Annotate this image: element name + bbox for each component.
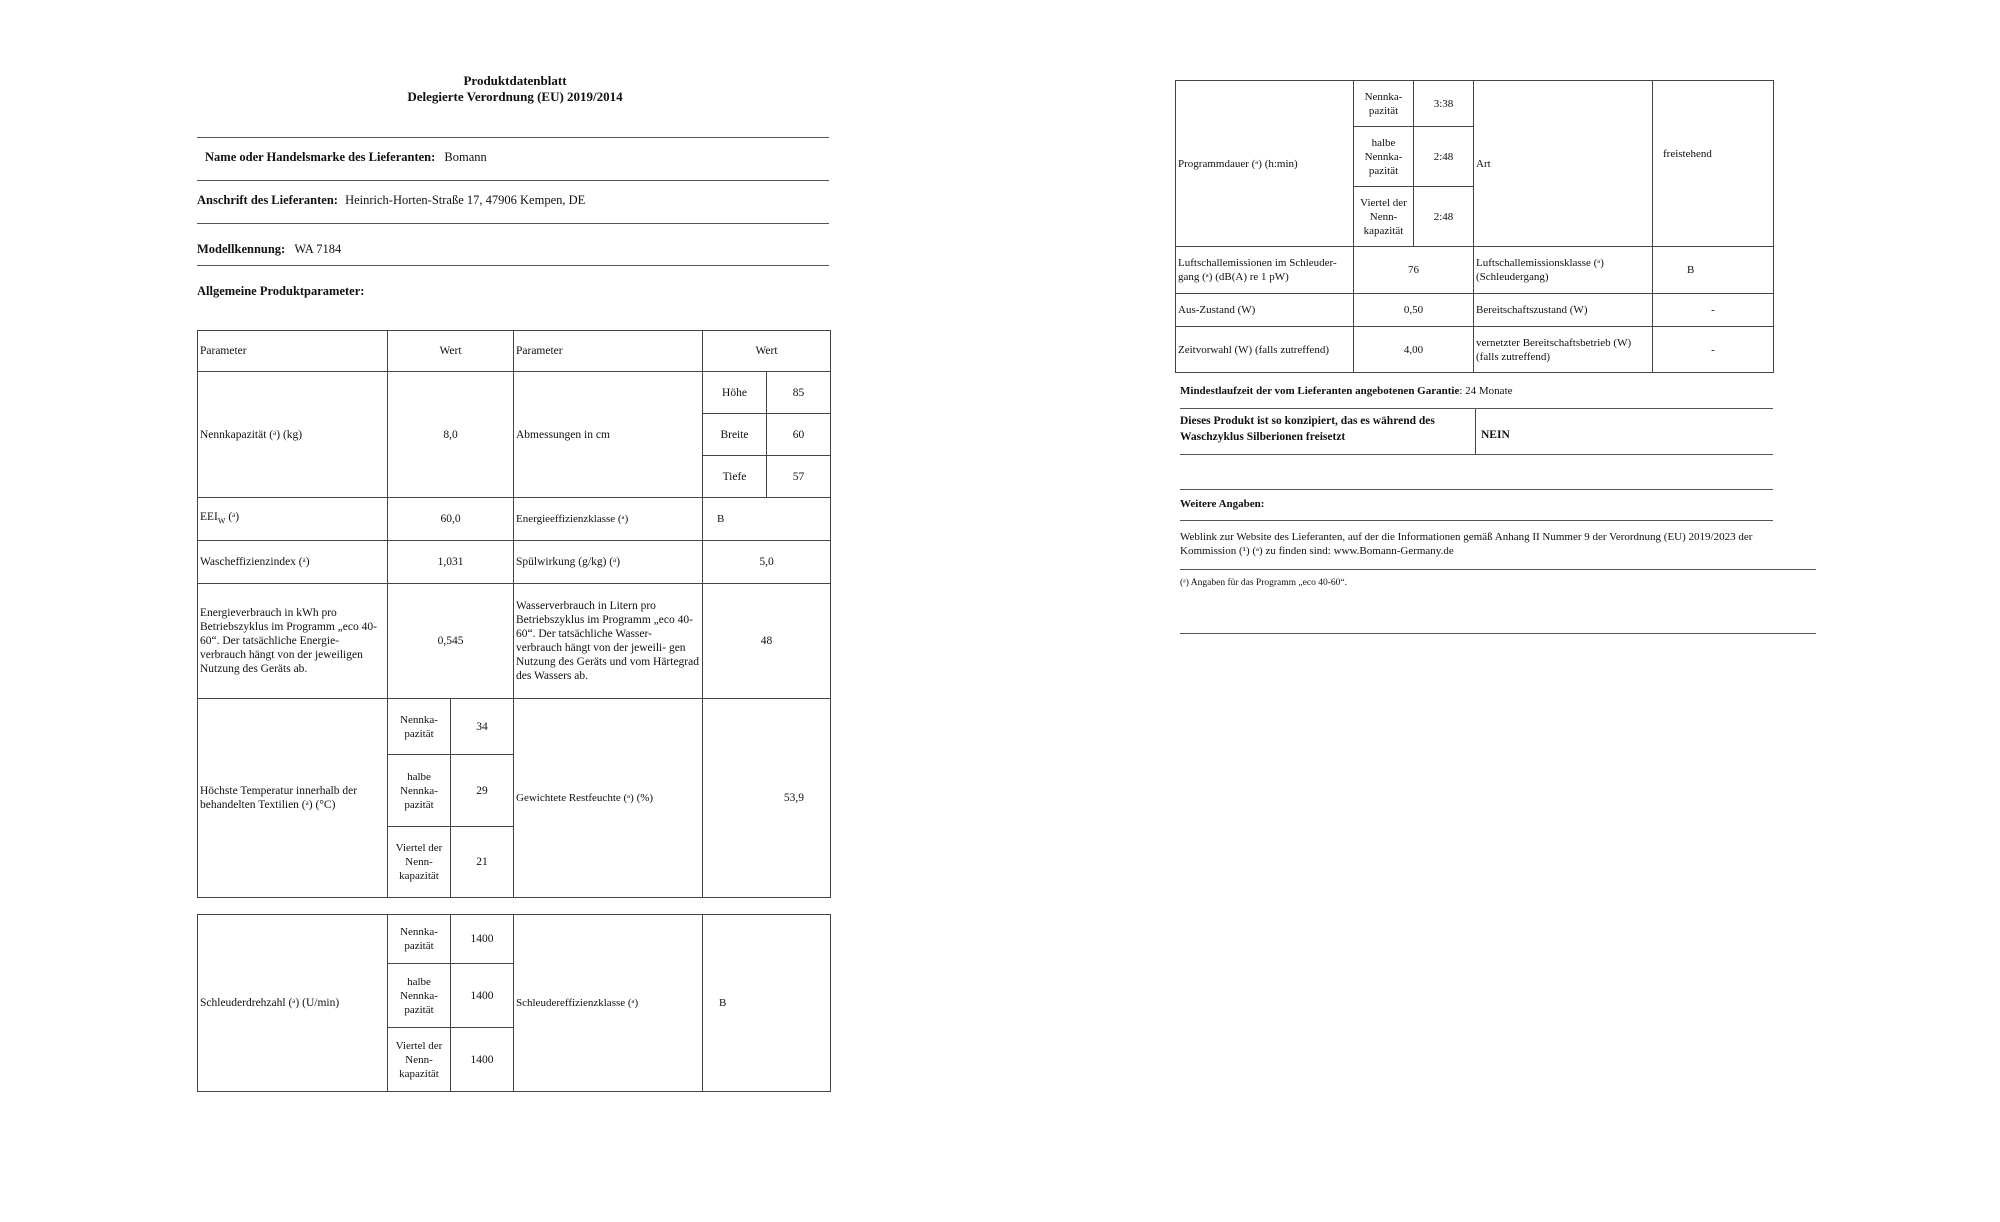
- breite-value: 60: [767, 414, 831, 456]
- restfeuchte-value: 53,9: [703, 699, 831, 898]
- eei-value: 60,0: [388, 498, 514, 541]
- table-row: [198, 915, 831, 964]
- temperatur-nenn-label: Nennka- pazität: [388, 699, 451, 755]
- weblink-text: Weblink zur Website des Lieferanten, auf der die Informationen gemäß Anhang II Nummer 9 der Verordnung (EU) 2019/2023 der Kommission (¹) (ᵃ) zu finden sind: www.Bomann-Germany.de: [1180, 531, 1753, 557]
- supplier-name-label: Name oder Handelsmarke des Lieferanten:: [205, 150, 436, 164]
- wascheffizienzindex-value: 1,031: [388, 541, 514, 584]
- bereitschaft-value: -: [1653, 294, 1774, 327]
- divider: [1180, 633, 1816, 634]
- nennkapazitaet-label: Nennkapazität (ᵃ) (kg): [198, 372, 388, 498]
- schleuder-halb-value: 1400: [451, 964, 514, 1028]
- art-value: freistehend: [1653, 81, 1774, 247]
- eei-label-text: EEI: [200, 510, 218, 523]
- silberionen-value: NEIN: [1481, 429, 1510, 441]
- header-parameter: Parameter: [198, 331, 388, 372]
- breite-label: Breite: [703, 414, 767, 456]
- wasserverbrauch-value: 48: [703, 584, 831, 699]
- programm-halb-label: halbe Nennka- pazität: [1354, 127, 1414, 187]
- luftschall-value: 76: [1354, 247, 1474, 294]
- temperatur-halb-value: 29: [451, 755, 514, 827]
- programmdauer-label: Programmdauer (ᵃ) (h:min): [1176, 81, 1354, 247]
- divider: [197, 265, 829, 266]
- divider: [197, 223, 829, 224]
- energieverbrauch-label: Energieverbrauch in kWh pro Betriebszyklus im Programm „eco 40-60“. Der tatsächliche Energie- verbrauch hängt von der jeweiligen Nutzung des Geräts ab.: [198, 584, 388, 699]
- footnote: (ᵃ) Angaben für das Programm „eco 40-60“.: [1180, 578, 1347, 588]
- divider: [197, 137, 829, 138]
- temperatur-label: Höchste Temperatur innerhalb der behandelten Textilien (ᵃ) (°C): [198, 699, 388, 898]
- luftschallklasse-value: B: [1653, 247, 1774, 294]
- supplier-name-value: Bomann: [444, 150, 487, 164]
- supplier-address-value: Heinrich-Horten-Straße 17, 47906 Kempen, DE: [345, 193, 586, 207]
- zeitvorwahl-value: 4,00: [1354, 327, 1474, 373]
- zeitvorwahl-label: Zeitvorwahl (W) (falls zutreffend): [1176, 327, 1354, 373]
- table-row: [1176, 294, 1774, 327]
- temperatur-viertel-value: 21: [451, 827, 514, 898]
- subtitle-line: Delegierte Verordnung (EU) 2019/2014: [407, 89, 623, 104]
- programm-nenn-label: Nennka- pazität: [1354, 81, 1414, 127]
- table-row: [198, 541, 831, 584]
- programm-halb-value: 2:48: [1414, 127, 1474, 187]
- schleuder-nenn-label: Nennka- pazität: [388, 915, 451, 964]
- table-row: [198, 584, 831, 699]
- temperatur-halb-label: halbe Nennka- pazität: [388, 755, 451, 827]
- general-params-heading: [197, 284, 364, 299]
- divider: [1475, 409, 1476, 454]
- spuelwirkung-label: Spülwirkung (g/kg) (ᵃ): [514, 541, 703, 584]
- schleuderdrehzahl-label: Schleuderdrehzahl (ᵃ) (U/min): [198, 915, 388, 1092]
- schleudereffizienzklasse-label: Schleudereffizienzklasse (ᵃ): [514, 915, 703, 1092]
- divider: [1180, 408, 1773, 409]
- energieverbrauch-value: 0,545: [388, 584, 514, 699]
- supplier-name-row: [205, 150, 487, 165]
- table-row: [198, 699, 831, 755]
- restfeuchte-label: Gewichtete Restfeuchte (ᵃ) (%): [514, 699, 703, 898]
- garantie-row: [1180, 384, 1513, 398]
- table-row: [1176, 81, 1774, 127]
- spuelwirkung-value: 5,0: [703, 541, 831, 584]
- page-title: [350, 73, 680, 105]
- hoehe-label: Höhe: [703, 372, 767, 414]
- spin-speed-table: [197, 914, 831, 1092]
- bereitschaft-label: Bereitschaftszustand (W): [1474, 294, 1653, 327]
- vernetzt-label: vernetzter Bereitschaftsbetrieb (W) (falls zutreffend): [1474, 327, 1653, 373]
- schleuder-viertel-value: 1400: [451, 1028, 514, 1092]
- aus-zustand-label: Aus-Zustand (W): [1176, 294, 1354, 327]
- title-line: Produktdatenblatt: [463, 73, 567, 88]
- luftschallklasse-label: Luftschallemissionsklasse (ᵃ) (Schleudergang): [1474, 247, 1653, 294]
- eei-label-suffix: (ᵃ): [225, 510, 240, 523]
- energieeffizienzklasse-value: B: [703, 498, 831, 541]
- vernetzt-value: -: [1653, 327, 1774, 373]
- art-label: Art: [1474, 81, 1653, 247]
- product-parameters-table: [197, 330, 831, 898]
- supplier-address-row: [197, 193, 585, 208]
- tiefe-label: Tiefe: [703, 456, 767, 498]
- table-row: [198, 372, 831, 414]
- schleuder-nenn-value: 1400: [451, 915, 514, 964]
- table-row: [1176, 247, 1774, 294]
- program-data-table: [1175, 80, 1774, 373]
- tiefe-value: 57: [767, 456, 831, 498]
- table-row: [198, 498, 831, 541]
- divider: [1180, 454, 1773, 455]
- divider: [197, 180, 829, 181]
- silberionen-label: Dieses Produkt ist so konzipiert, das es während des Waschzyklus Silberionen freisetzt: [1180, 415, 1435, 443]
- wascheffizienzindex-label: Wascheffizienzindex (ᵃ): [198, 541, 388, 584]
- eei-subscript: W: [217, 516, 226, 526]
- divider: [1180, 569, 1816, 570]
- energieeffizienzklasse-label: Energieeffizienzklasse (ᵃ): [514, 498, 703, 541]
- table-row: [198, 331, 831, 372]
- abmessungen-label: Abmessungen in cm: [514, 372, 703, 498]
- eei-label: [198, 498, 388, 541]
- header-wert-2: Wert: [703, 331, 831, 372]
- hoehe-value: 85: [767, 372, 831, 414]
- weitere-angaben-label: Weitere Angaben:: [1180, 498, 1265, 510]
- programm-nenn-value: 3:38: [1414, 81, 1474, 127]
- garantie-value: : 24 Monate: [1459, 385, 1513, 397]
- model-value: WA 7184: [294, 242, 342, 256]
- header-wert: Wert: [388, 331, 514, 372]
- divider: [1180, 489, 1773, 490]
- table-row: [1176, 327, 1774, 373]
- nennkapazitaet-value: 8,0: [388, 372, 514, 498]
- model-label: Modellkennung:: [197, 242, 286, 256]
- programm-viertel-label: Viertel der Nenn- kapazität: [1354, 187, 1414, 247]
- garantie-label: Mindestlaufzeit der vom Lieferanten angebotenen Garantie: [1180, 385, 1460, 397]
- divider: [1180, 520, 1773, 521]
- programm-viertel-value: 2:48: [1414, 187, 1474, 247]
- schleudereffizienzklasse-value: B: [703, 915, 831, 1092]
- wasserverbrauch-label: Wasserverbrauch in Litern pro Betriebszyklus im Programm „eco 40-60“. Der tatsächliche Wasser- verbrauch hängt von der jeweili- gen Nutzung des Geräts und vom Härtegrad des Wassers ab.: [514, 584, 703, 699]
- header-parameter-2: Parameter: [514, 331, 703, 372]
- model-row: [197, 242, 341, 257]
- general-params-label: Allgemeine Produktparameter:: [197, 284, 365, 298]
- luftschall-label: Luftschallemissionen im Schleuder- gang (ᵃ) (dB(A) re 1 pW): [1176, 247, 1354, 294]
- temperatur-nenn-value: 34: [451, 699, 514, 755]
- schleuder-halb-label: halbe Nennka- pazität: [388, 964, 451, 1028]
- schleuder-viertel-label: Viertel der Nenn- kapazität: [388, 1028, 451, 1092]
- temperatur-viertel-label: Viertel der Nenn- kapazität: [388, 827, 451, 898]
- supplier-address-label: Anschrift des Lieferanten:: [197, 193, 338, 207]
- aus-zustand-value: 0,50: [1354, 294, 1474, 327]
